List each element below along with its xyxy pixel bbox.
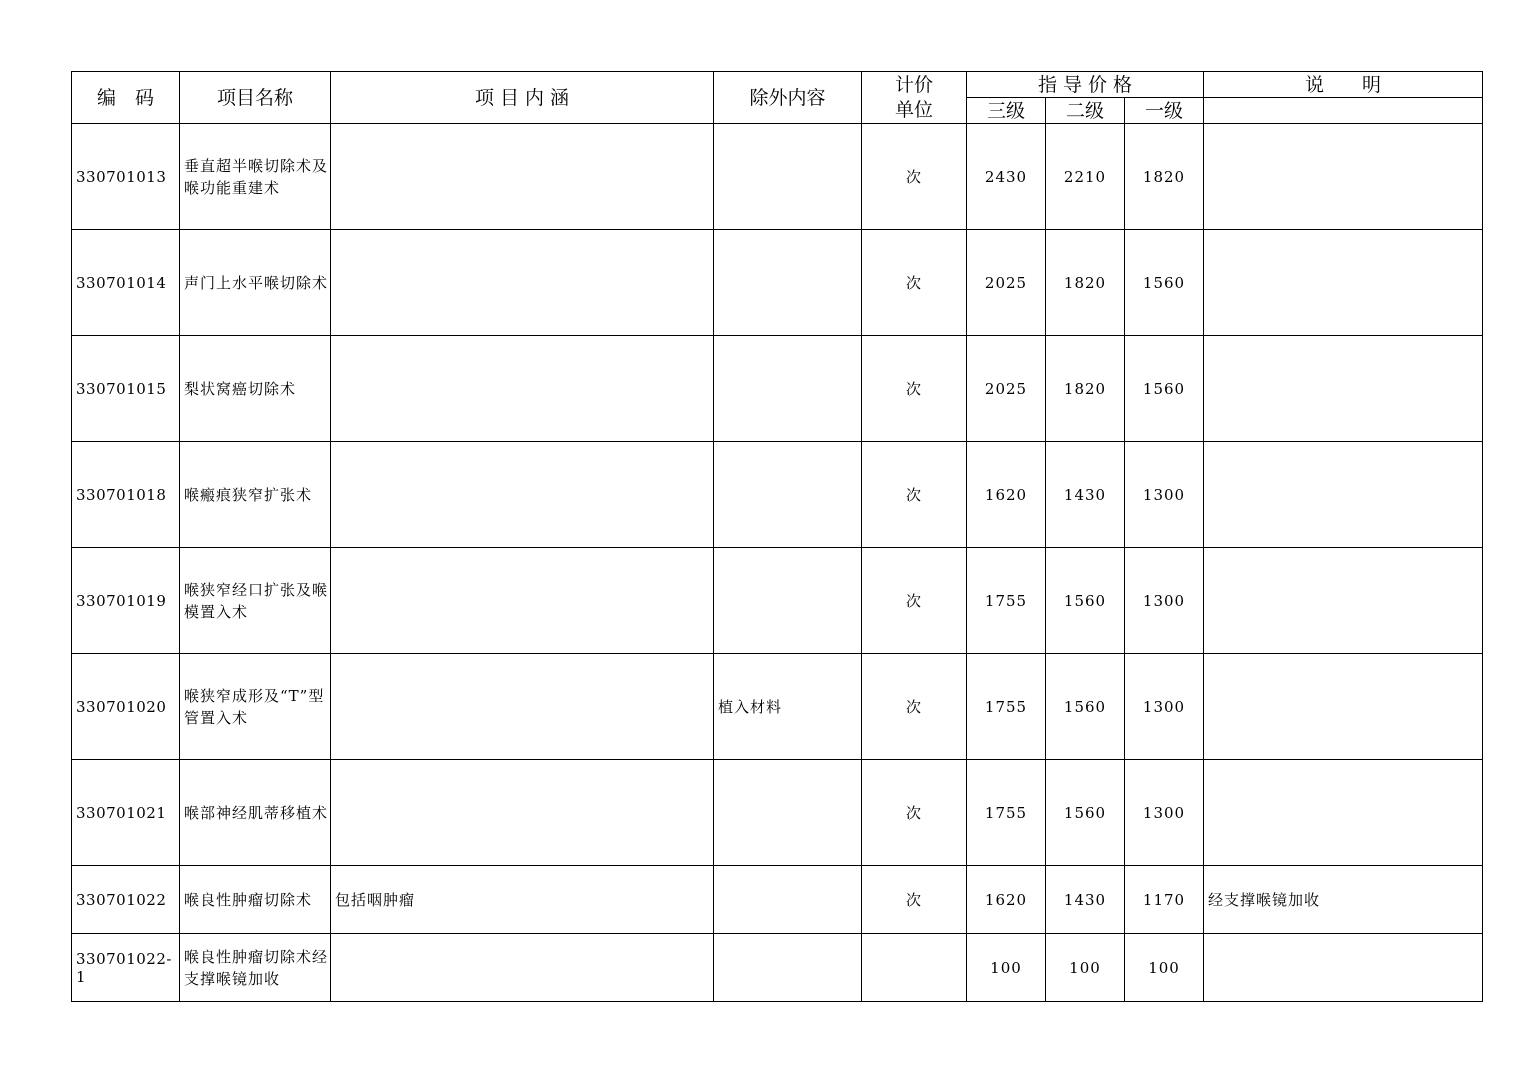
cell-price-level3: 1755 bbox=[967, 654, 1046, 760]
table-row bbox=[72, 760, 1483, 866]
cell-code: 330701022-1 bbox=[72, 934, 180, 1002]
cell-price-level3: 1755 bbox=[967, 548, 1046, 654]
cell-name: 垂直超半喉切除术及喉功能重建术 bbox=[180, 124, 331, 230]
cell-content bbox=[331, 442, 714, 548]
table-row bbox=[72, 442, 1483, 548]
table-body bbox=[72, 124, 1483, 1002]
cell-note bbox=[1204, 124, 1483, 230]
cell-exclusions bbox=[714, 760, 862, 866]
cell-price-level2: 1560 bbox=[1046, 548, 1125, 654]
cell-note bbox=[1204, 654, 1483, 760]
cell-price-level2: 1560 bbox=[1046, 654, 1125, 760]
cell-content bbox=[331, 124, 714, 230]
cell-exclusions bbox=[714, 866, 862, 934]
cell-price-level1: 1300 bbox=[1125, 760, 1204, 866]
cell-note bbox=[1204, 934, 1483, 1002]
cell-code: 330701013 bbox=[72, 124, 180, 230]
header-note: 说 明 bbox=[1204, 72, 1483, 98]
cell-price-level3: 1620 bbox=[967, 866, 1046, 934]
cell-name: 声门上水平喉切除术 bbox=[180, 230, 331, 336]
cell-name: 喉狭窄成形及“T”型管置入术 bbox=[180, 654, 331, 760]
cell-unit bbox=[862, 934, 967, 1002]
cell-content bbox=[331, 548, 714, 654]
cell-price-level3: 1620 bbox=[967, 442, 1046, 548]
cell-content bbox=[331, 230, 714, 336]
cell-unit: 次 bbox=[862, 654, 967, 760]
table-header bbox=[72, 72, 1483, 124]
table-row bbox=[72, 230, 1483, 336]
price-table bbox=[71, 71, 1483, 1002]
cell-price-level2: 1430 bbox=[1046, 866, 1125, 934]
cell-code: 330701018 bbox=[72, 442, 180, 548]
cell-price-level1: 1300 bbox=[1125, 654, 1204, 760]
cell-exclusions bbox=[714, 934, 862, 1002]
cell-name: 喉狭窄经口扩张及喉模置入术 bbox=[180, 548, 331, 654]
cell-code: 330701022 bbox=[72, 866, 180, 934]
cell-price-level1: 1820 bbox=[1125, 124, 1204, 230]
cell-unit: 次 bbox=[862, 230, 967, 336]
cell-content bbox=[331, 760, 714, 866]
cell-name: 喉瘢痕狭窄扩张术 bbox=[180, 442, 331, 548]
cell-exclusions bbox=[714, 442, 862, 548]
table-row bbox=[72, 336, 1483, 442]
table-row bbox=[72, 934, 1483, 1002]
cell-price-level2: 2210 bbox=[1046, 124, 1125, 230]
cell-content: 包括咽肿瘤 bbox=[331, 866, 714, 934]
cell-name: 喉良性肿瘤切除术经支撑喉镜加收 bbox=[180, 934, 331, 1002]
cell-note bbox=[1204, 760, 1483, 866]
cell-price-level2: 1430 bbox=[1046, 442, 1125, 548]
cell-note bbox=[1204, 442, 1483, 548]
cell-price-level3: 100 bbox=[967, 934, 1046, 1002]
cell-price-level2: 1820 bbox=[1046, 336, 1125, 442]
table-row bbox=[72, 548, 1483, 654]
cell-price-level3: 2430 bbox=[967, 124, 1046, 230]
cell-price-level3: 2025 bbox=[967, 230, 1046, 336]
cell-price-level3: 2025 bbox=[967, 336, 1046, 442]
header-code: 编 码 bbox=[72, 72, 180, 124]
header-exclusions: 除外内容 bbox=[714, 72, 862, 124]
cell-name: 喉部神经肌蒂移植术 bbox=[180, 760, 331, 866]
table-row bbox=[72, 866, 1483, 934]
cell-unit: 次 bbox=[862, 548, 967, 654]
cell-price-level1: 100 bbox=[1125, 934, 1204, 1002]
cell-code: 330701020 bbox=[72, 654, 180, 760]
cell-price-level3: 1755 bbox=[967, 760, 1046, 866]
cell-exclusions: 植入材料 bbox=[714, 654, 862, 760]
cell-unit: 次 bbox=[862, 442, 967, 548]
cell-content bbox=[331, 654, 714, 760]
cell-price-level1: 1560 bbox=[1125, 230, 1204, 336]
cell-price-level2: 100 bbox=[1046, 934, 1125, 1002]
cell-code: 330701014 bbox=[72, 230, 180, 336]
cell-price-level2: 1560 bbox=[1046, 760, 1125, 866]
header-level2: 二级 bbox=[1046, 98, 1125, 124]
header-level1: 一级 bbox=[1125, 98, 1204, 124]
cell-note bbox=[1204, 336, 1483, 442]
cell-note: 经支撑喉镜加收 bbox=[1204, 866, 1483, 934]
cell-note bbox=[1204, 230, 1483, 336]
cell-exclusions bbox=[714, 336, 862, 442]
header-unit: 计价 单位 bbox=[862, 72, 967, 124]
cell-unit: 次 bbox=[862, 760, 967, 866]
cell-price-level1: 1300 bbox=[1125, 548, 1204, 654]
cell-unit: 次 bbox=[862, 336, 967, 442]
cell-note bbox=[1204, 548, 1483, 654]
cell-price-level1: 1170 bbox=[1125, 866, 1204, 934]
cell-content bbox=[331, 934, 714, 1002]
cell-price-level1: 1560 bbox=[1125, 336, 1204, 442]
cell-unit: 次 bbox=[862, 866, 967, 934]
cell-code: 330701015 bbox=[72, 336, 180, 442]
cell-name: 喉良性肿瘤切除术 bbox=[180, 866, 331, 934]
cell-price-level1: 1300 bbox=[1125, 442, 1204, 548]
header-name: 项目名称 bbox=[180, 72, 331, 124]
cell-code: 330701019 bbox=[72, 548, 180, 654]
header-price-group: 指 导 价 格 bbox=[967, 72, 1204, 98]
cell-price-level2: 1820 bbox=[1046, 230, 1125, 336]
cell-exclusions bbox=[714, 548, 862, 654]
cell-unit: 次 bbox=[862, 124, 967, 230]
cell-exclusions bbox=[714, 124, 862, 230]
header-content: 项 目 内 涵 bbox=[331, 72, 714, 124]
header-level3: 三级 bbox=[967, 98, 1046, 124]
table-row bbox=[72, 654, 1483, 760]
cell-code: 330701021 bbox=[72, 760, 180, 866]
cell-name: 梨状窝癌切除术 bbox=[180, 336, 331, 442]
header-note-blank bbox=[1204, 98, 1483, 124]
cell-content bbox=[331, 336, 714, 442]
cell-exclusions bbox=[714, 230, 862, 336]
table-row bbox=[72, 124, 1483, 230]
